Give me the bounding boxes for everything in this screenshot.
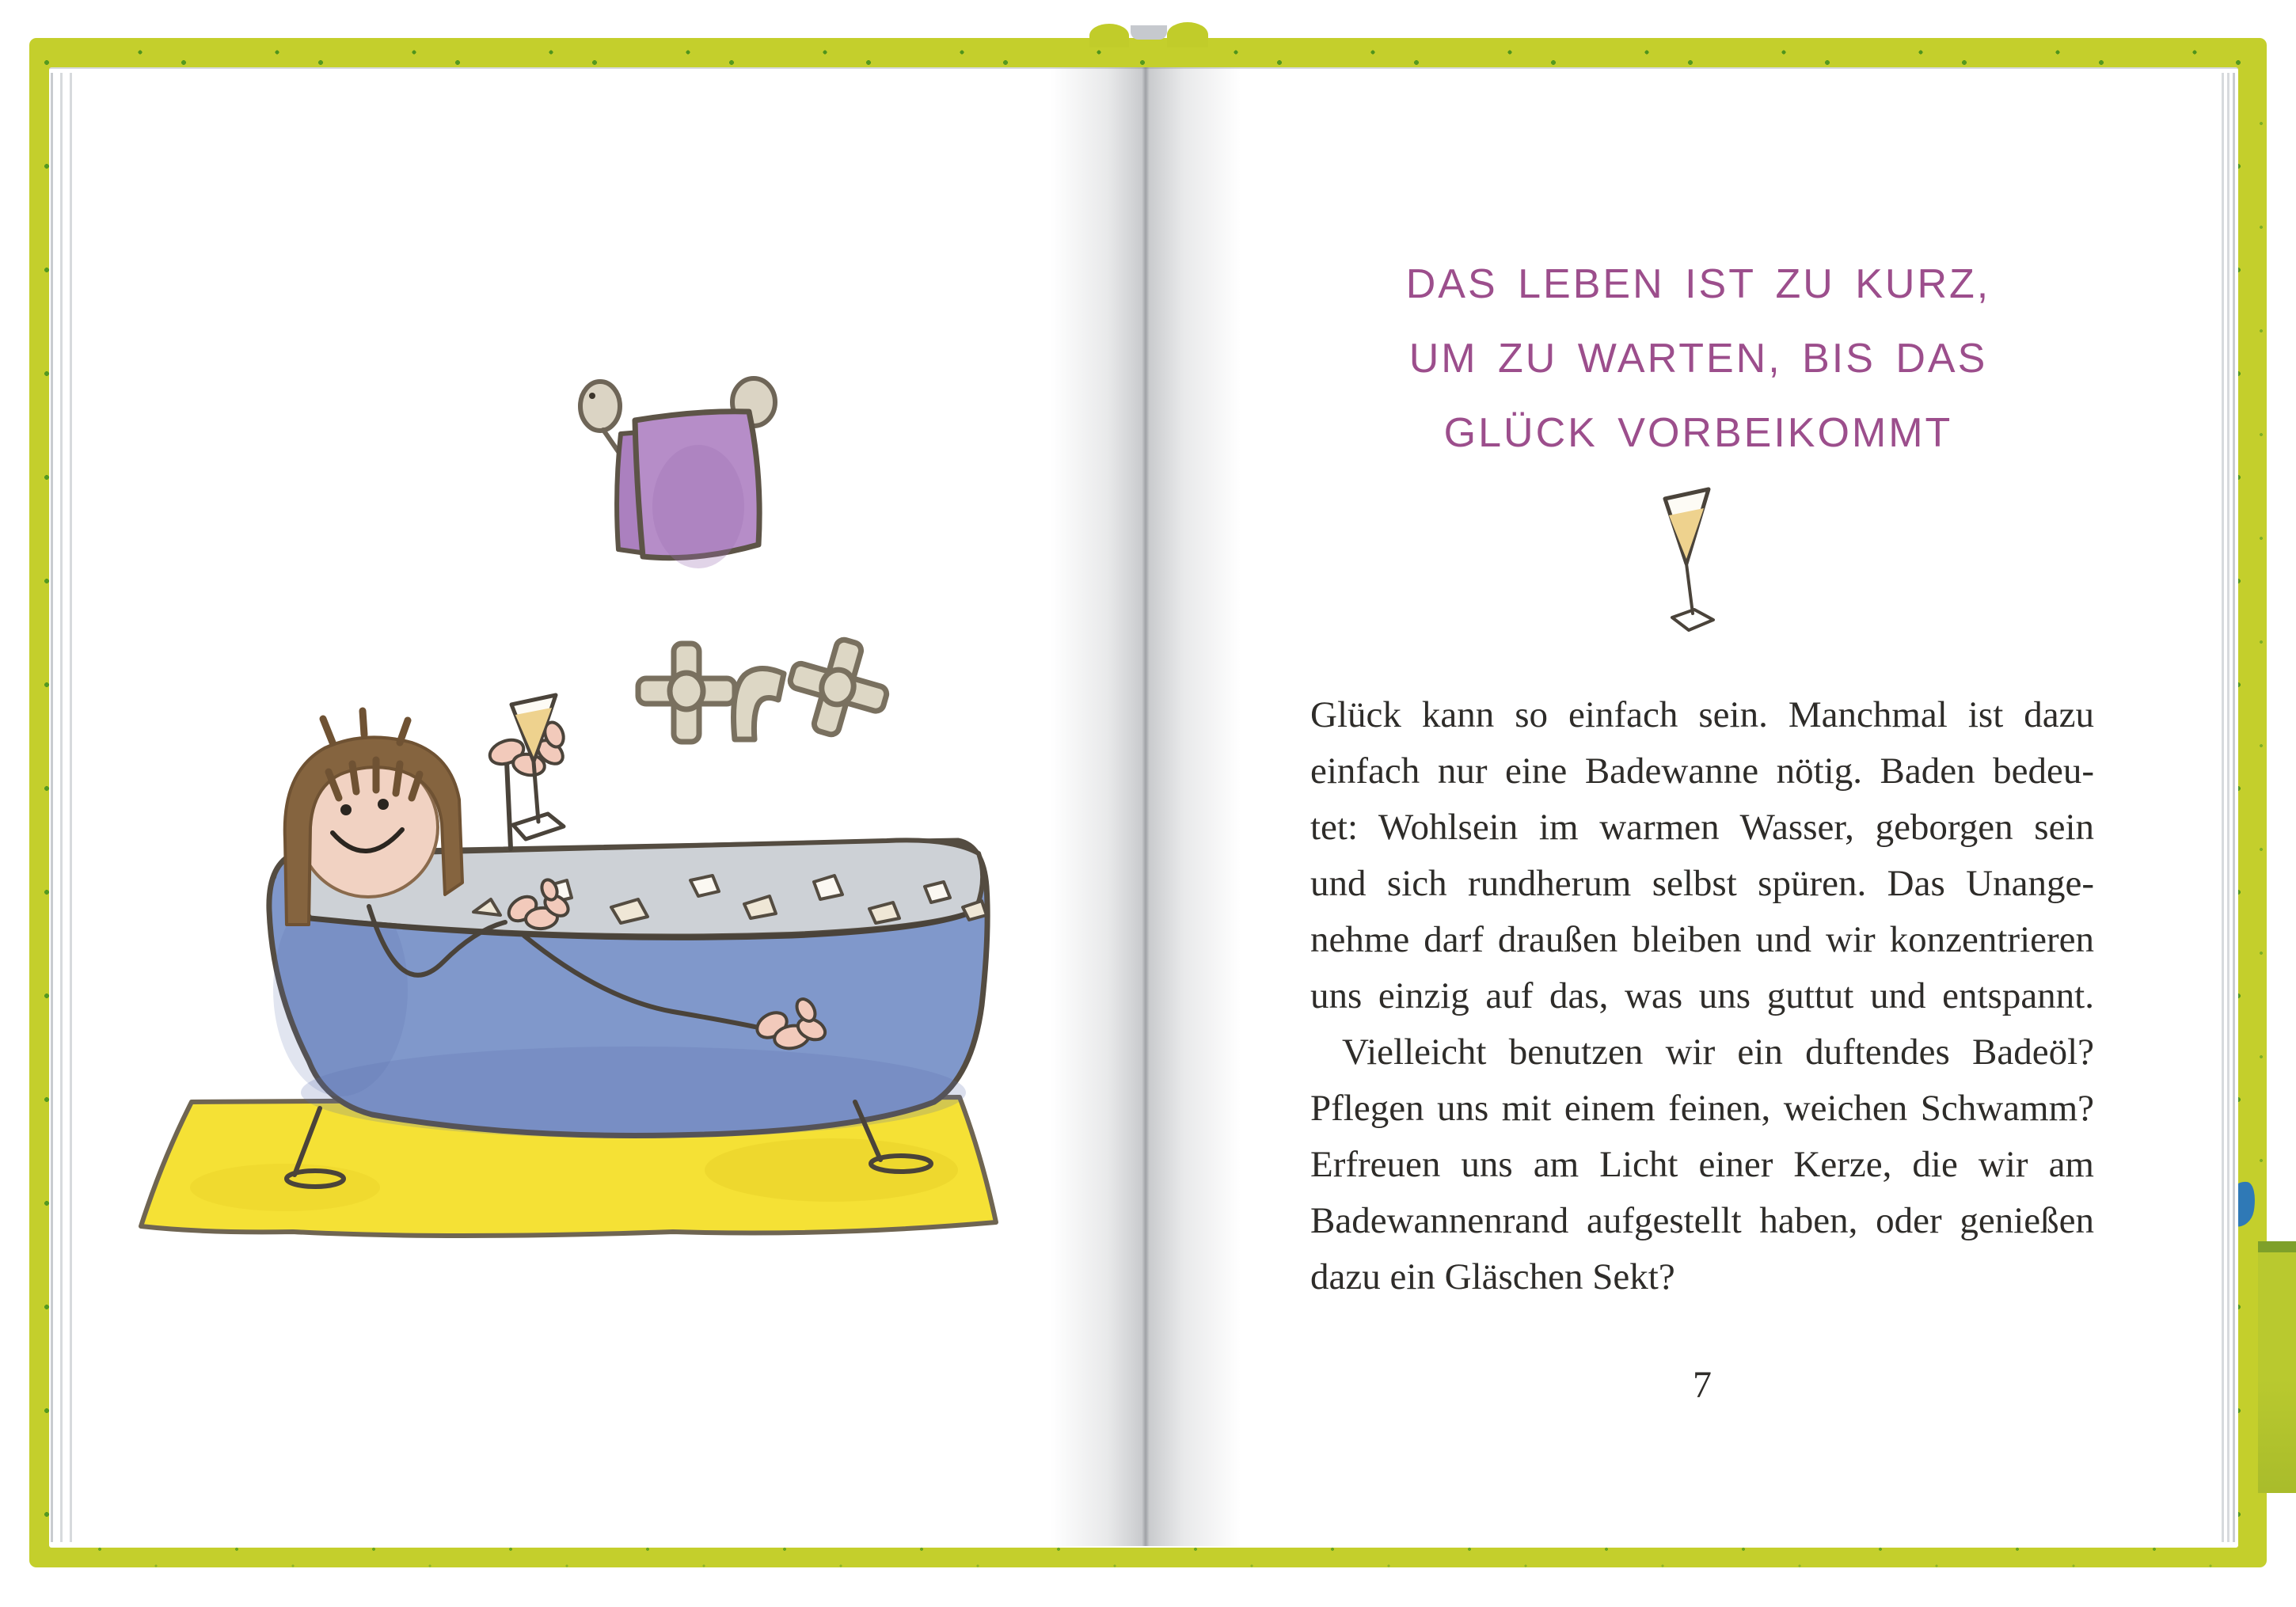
page-number: 7: [1693, 1364, 1712, 1406]
heading-line: DAS LEBEN IST ZU KURZ,: [1405, 261, 1991, 307]
body-line: Pflegen uns mit einem feinen, weichen Schwamm?: [1310, 1088, 2094, 1129]
body-line: uns einzig auf das, was uns guttut und entspannt.: [1310, 975, 2094, 1016]
body-line: Glück kann so einfach sein. Manchmal ist dazu: [1310, 694, 2094, 735]
bath-taps-illustration: [638, 629, 898, 747]
towel-illustration: [580, 378, 775, 568]
body-line: tet: Wohlsein im warmen Wasser, geborgen sein: [1310, 807, 2094, 848]
body-line: einfach nur eine Badewanne nötig. Baden bedeu-: [1310, 750, 2094, 792]
body-line: Badewannenrand aufgestellt haben, oder genießen: [1310, 1200, 2094, 1241]
body-line: dazu ein Gläschen Sekt?: [1310, 1256, 1675, 1297]
heading-line: UM ZU WARTEN, BIS DAS: [1408, 336, 1988, 382]
body-line: Vielleicht benutzen wir ein duftendes Badeöl?: [1342, 1031, 2094, 1073]
body-line: Erfreuen uns am Licht einer Kerze, die wir am: [1310, 1144, 2094, 1185]
body-text: [1310, 687, 2094, 1305]
chapter-title: [1180, 247, 2217, 470]
champagne-glass-icon: [1665, 489, 1713, 630]
heading-line: GLÜCK VORBEIKOMMT: [1443, 410, 1953, 456]
body-line: nehme darf draußen bleiben und wir konzentrieren: [1310, 919, 2094, 960]
body-line: und sich rundherum selbst spüren. Das Unange-: [1310, 863, 2094, 904]
